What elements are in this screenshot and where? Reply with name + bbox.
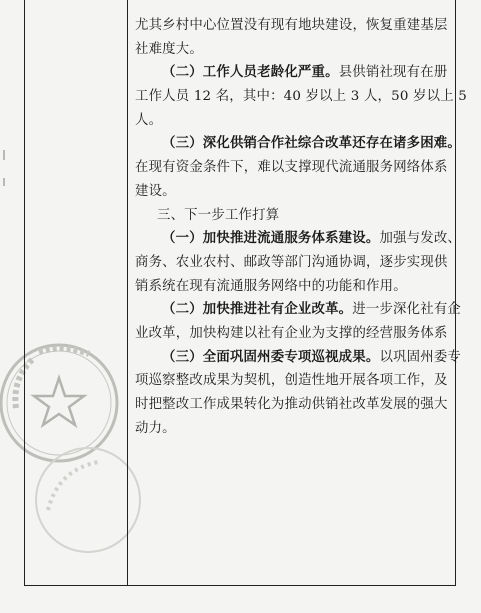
text-line: [135, 180, 450, 204]
body-text: 项巡察整改成果为契机，创造性地开展各项工作，及: [135, 373, 448, 389]
bold-subheading: （三）深化供销合作社综合改革还存在诸多困难。: [162, 135, 461, 152]
bold-subheading: （二）工作人员老龄化严重。: [162, 64, 339, 81]
text-line: [135, 14, 450, 38]
text-line: [135, 85, 467, 109]
body-text: 销系统在现有流通服务网络中的功能和作用。: [135, 278, 407, 294]
text-line: [135, 275, 450, 299]
body-text: 动力。: [135, 420, 176, 436]
text-line: [135, 417, 450, 441]
body-text: 建设。: [135, 183, 176, 199]
text-line: [135, 227, 461, 251]
text-line: [135, 322, 450, 346]
body-text: 三、下一步工作打算: [157, 207, 280, 223]
scan-edge-mark: [3, 178, 5, 186]
text-line: [135, 109, 450, 133]
text-line: [135, 251, 450, 275]
section-heading: [135, 204, 450, 228]
bold-subheading: （三）全面巩固州委专项巡视成果。: [162, 348, 380, 365]
text-line: [135, 346, 461, 370]
body-text: 在现有资金条件下，难以支撑现代流通服务网络体系: [135, 160, 448, 176]
document-body-text: [135, 14, 467, 440]
table-column-divider: [127, 0, 128, 585]
body-text: 进一步深化社有企: [352, 302, 462, 318]
body-text: 社难度大。: [135, 41, 203, 57]
body-text: 时把整改工作成果转化为推动供销社改革发展的强大: [135, 397, 448, 412]
body-text: 县供销社现有在册: [338, 65, 448, 81]
text-line: [135, 61, 450, 85]
body-text: 工作人员 12 名，其中：40 岁以上 3 人，50 岁以上 5: [135, 89, 467, 105]
text-line: [135, 38, 450, 62]
text-line: [135, 156, 450, 180]
body-text: 人。: [135, 112, 163, 128]
body-text: 业改革，加快构建以社有企业为支撑的经营服务体系: [135, 325, 448, 341]
scan-edge-mark: [3, 150, 5, 160]
text-line: [135, 298, 462, 322]
body-text: 尤其乡村中心位置没有现有地块建设，恢复重建基层: [135, 18, 448, 33]
body-text: 以巩固州委专: [379, 349, 461, 365]
text-line: [135, 132, 461, 156]
body-text: 商务、农业农村、邮政等部门沟通协调，逐步实现供: [135, 254, 448, 270]
bold-subheading: （二）加快推进社有企业改革。: [162, 301, 353, 318]
body-text: 加强与发改、: [379, 231, 461, 247]
text-line: [135, 369, 450, 393]
text-line: [135, 393, 450, 417]
bold-subheading: （一）加快推进流通服务体系建设。: [162, 230, 380, 247]
